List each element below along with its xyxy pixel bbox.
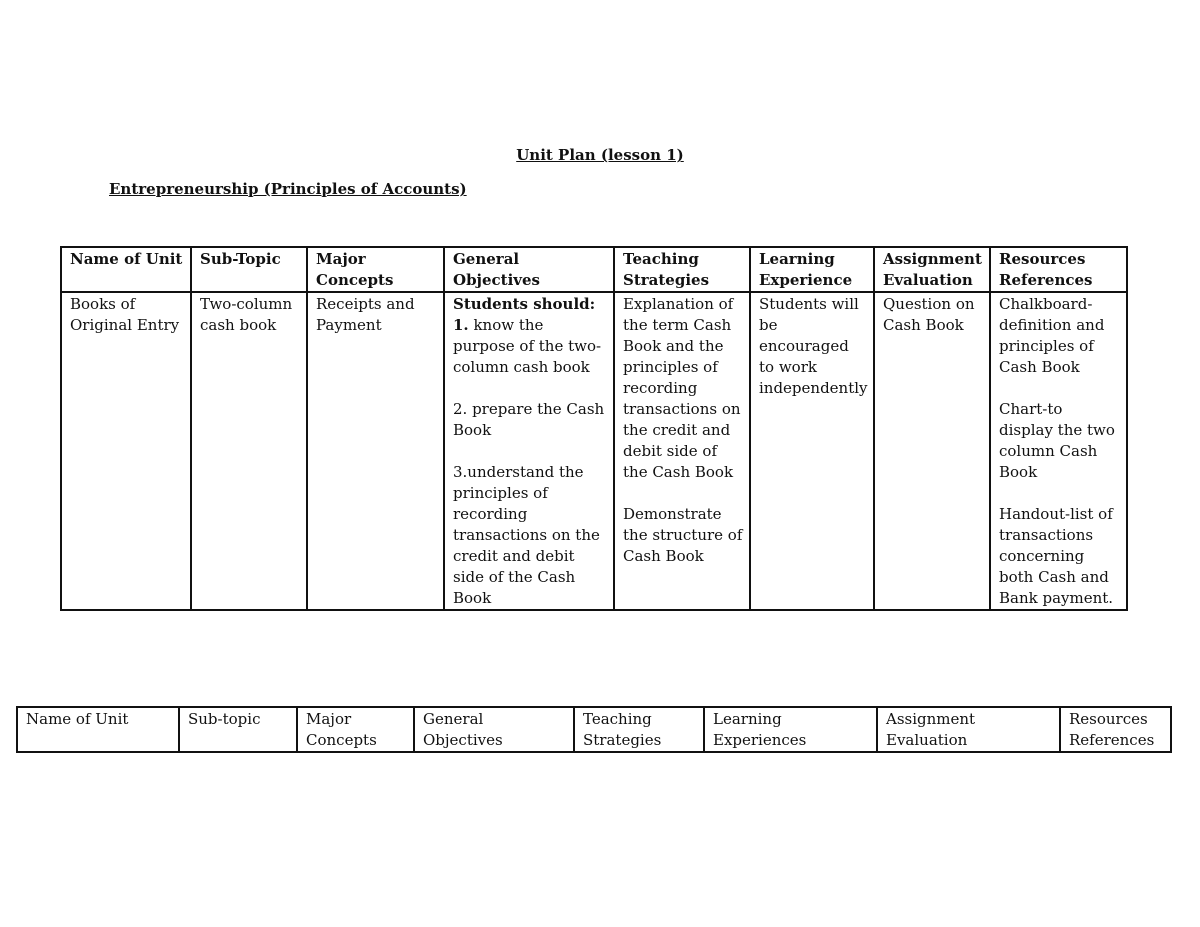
blank-unit-plan-table [16,706,1172,753]
resource-2: Chart-to display the two column Cash Book [999,400,1115,481]
header-resources-references: Resources References [1060,707,1171,752]
cell-resources-references [990,292,1127,610]
cell-major-concepts: Receipts and Payment [307,292,444,610]
header-general-objectives: General Objectives [444,247,614,292]
objectives-intro: Students should: [453,295,596,313]
objective-3: 3.understand the principles of recording transactions on the credit and debit side of the Cash Book [453,463,600,607]
objective-2: 2. prepare the Cash Book [453,400,605,439]
unit-plan-table [60,246,1128,611]
resource-1: Chalkboard-definition and principles of Cash Book [999,295,1105,376]
header-learning-experiences: Learning Experiences [704,707,877,752]
objective-1 [453,294,607,378]
header-teaching-strategies: Teaching Strategies [574,707,704,752]
header-assignment-evaluation: Assignment Evaluation [877,707,1060,752]
teaching-strategy-1: Explanation of the term Cash Book and the principles of recording transactions on the credit and debit side of the Cash Book [623,295,741,481]
objective-1-text: know the purpose of the two-column cash book [453,316,602,376]
header-general-objectives: General Objectives [414,707,574,752]
cell-general-objectives [444,292,614,610]
header-assignment-evaluation: Assignment Evaluation [874,247,990,292]
page-title: Unit Plan (lesson 1) [516,146,684,164]
cell-assignment-evaluation: Question on Cash Book [874,292,990,610]
table-header-row [61,247,1127,292]
cell-learning-experience: Students will be encouraged to work independently [750,292,874,610]
header-name-of-unit: Name of Unit [17,707,179,752]
objective-1-number: 1. [453,316,469,334]
header-sub-topic: Sub-Topic [191,247,307,292]
header-major-concepts: Major Concepts [297,707,414,752]
header-resources-references: Resources References [990,247,1127,292]
teaching-strategy-2: Demonstrate the structure of Cash Book [623,505,743,565]
header-learning-experience: Learning Experience [750,247,874,292]
header-teaching-strategies: Teaching Strategies [614,247,750,292]
cell-teaching-strategies [614,292,750,610]
resource-3: Handout-list of transactions concerning both Cash and Bank payment. [999,505,1114,607]
subject-heading: Entrepreneurship (Principles of Accounts) [109,180,467,198]
header-major-concepts: Major Concepts [307,247,444,292]
cell-sub-topic: Two-column cash book [191,292,307,610]
table-row [61,292,1127,610]
table-header-row [17,707,1171,752]
header-name-of-unit: Name of Unit [61,247,191,292]
header-sub-topic: Sub-topic [179,707,297,752]
cell-name-of-unit: Books of Original Entry [61,292,191,610]
